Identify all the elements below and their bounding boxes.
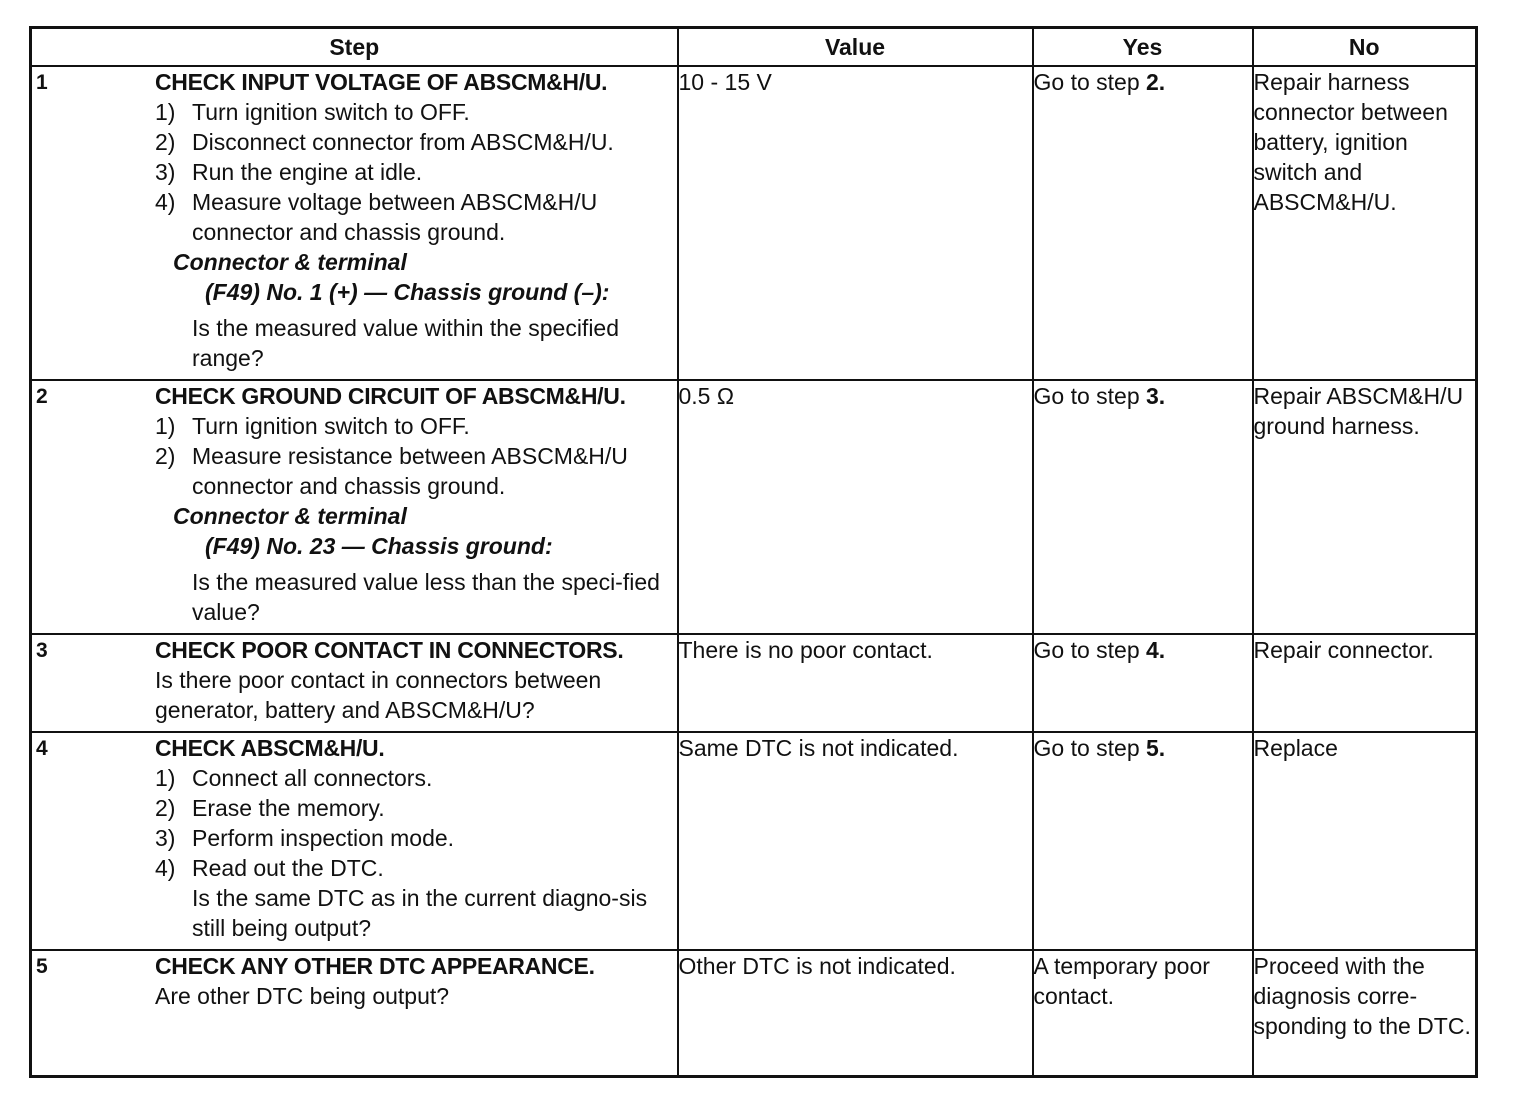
yes-cell: A temporary poor contact. — [1033, 950, 1253, 1076]
value-cell: 0.5 Ω — [678, 380, 1033, 634]
substep-text: Run the engine at idle. — [192, 159, 423, 185]
step-question: Is the measured value less than the speci-fied value? — [192, 569, 660, 625]
connector-terminal-label: Connector & terminal — [173, 503, 407, 529]
substep — [155, 763, 673, 793]
yes-step-ref: 5. — [1146, 735, 1166, 761]
substep-text: Measure resistance between ABSCM&H/U connector and chassis ground. — [192, 443, 628, 499]
yes-cell — [1033, 66, 1253, 380]
substep-number: 2) — [155, 795, 176, 821]
step-question: Are other DTC being output? — [155, 983, 450, 1009]
no-cell: Replace — [1253, 732, 1477, 950]
yes-text: Go to step — [1033, 69, 1147, 95]
step-title: CHECK GROUND CIRCUIT OF ABSCM&H/U. — [155, 383, 626, 409]
table-row-step-5 — [31, 950, 1477, 1076]
substep-number: 1) — [155, 99, 176, 125]
connector-terminal-label: Connector & terminal — [173, 249, 407, 275]
substep — [155, 793, 673, 823]
step-number: 3 — [36, 639, 48, 662]
substep-number: 4) — [155, 189, 176, 215]
connector-terminal-spec: (F49) No. 23 — Chassis ground: — [205, 533, 553, 559]
step-cell — [31, 66, 678, 380]
step-cell — [31, 950, 678, 1076]
substep-text: Turn ignition switch to OFF. — [192, 99, 470, 125]
substep-number: 2) — [155, 129, 176, 155]
no-cell: Proceed with the diagnosis corre-sponding to the DTC. — [1253, 950, 1477, 1076]
yes-step-ref: 4. — [1146, 637, 1166, 663]
substep-text: Turn ignition switch to OFF. — [192, 413, 470, 439]
connector-terminal-spec: (F49) No. 1 (+) — Chassis ground (–): — [205, 279, 610, 305]
step-cell — [31, 732, 678, 950]
substep — [155, 157, 673, 187]
substep-text: Read out the DTC. — [192, 855, 384, 881]
header-row — [31, 28, 1477, 67]
step-number: 1 — [36, 71, 48, 94]
step-question: Is the same DTC as in the current diagno-sis still being output? — [192, 885, 648, 941]
substep-number: 3) — [155, 825, 176, 851]
value-cell: There is no poor contact. — [678, 634, 1033, 732]
yes-step-ref: 2. — [1146, 69, 1166, 95]
substep — [155, 853, 673, 883]
step-number: 2 — [36, 385, 48, 408]
value-cell: Same DTC is not indicated. — [678, 732, 1033, 950]
header-yes: Yes — [1033, 28, 1253, 67]
step-cell — [31, 380, 678, 634]
diagnosis-table — [29, 26, 1478, 1078]
step-title: CHECK ANY OTHER DTC APPEARANCE. — [155, 953, 595, 979]
no-cell: Repair connector. — [1253, 634, 1477, 732]
substep-text: Perform inspection mode. — [192, 825, 455, 851]
step-number: 5 — [36, 955, 48, 978]
no-cell: Repair harness connector between battery, ignition switch and ABSCM&H/U. — [1253, 66, 1477, 380]
substep-text: Connect all connectors. — [192, 765, 433, 791]
substep-text: Measure voltage between ABSCM&H/U connector and chassis ground. — [192, 189, 598, 245]
step-question: Is there poor contact in connectors between generator, battery and ABSCM&H/U? — [155, 667, 602, 723]
yes-cell — [1033, 732, 1253, 950]
value-cell: Other DTC is not indicated. — [678, 950, 1033, 1076]
substep — [155, 823, 673, 853]
substep — [155, 411, 673, 441]
header-step: Step — [31, 28, 678, 67]
step-question: Is the measured value within the specified range? — [192, 315, 620, 371]
substep-number: 1) — [155, 413, 176, 439]
value-cell: 10 - 15 V — [678, 66, 1033, 380]
table-row-step-4 — [31, 732, 1477, 950]
substep — [155, 187, 673, 247]
table-row-step-3 — [31, 634, 1477, 732]
substep-number: 2) — [155, 443, 176, 469]
step-cell — [31, 634, 678, 732]
header-no: No — [1253, 28, 1477, 67]
substep-text: Erase the memory. — [192, 795, 385, 821]
yes-text: Go to step — [1033, 383, 1147, 409]
step-title: CHECK ABSCM&H/U. — [155, 735, 385, 761]
yes-text: Go to step — [1033, 735, 1147, 761]
substep — [155, 441, 673, 501]
substep — [155, 97, 673, 127]
substep-number: 3) — [155, 159, 176, 185]
step-title: CHECK INPUT VOLTAGE OF ABSCM&H/U. — [155, 69, 608, 95]
substep — [155, 127, 673, 157]
header-value: Value — [678, 28, 1033, 67]
yes-cell — [1033, 380, 1253, 634]
table-row-step-2 — [31, 380, 1477, 634]
no-cell: Repair ABSCM&H/U ground harness. — [1253, 380, 1477, 634]
yes-text: Go to step — [1033, 637, 1147, 663]
step-title: CHECK POOR CONTACT IN CONNECTORS. — [155, 637, 624, 663]
substep-number: 1) — [155, 765, 176, 791]
step-number: 4 — [36, 737, 48, 760]
table-row-step-1 — [31, 66, 1477, 380]
yes-cell — [1033, 634, 1253, 732]
substep-text: Disconnect connector from ABSCM&H/U. — [192, 129, 614, 155]
substep-number: 4) — [155, 855, 176, 881]
yes-step-ref: 3. — [1146, 383, 1166, 409]
